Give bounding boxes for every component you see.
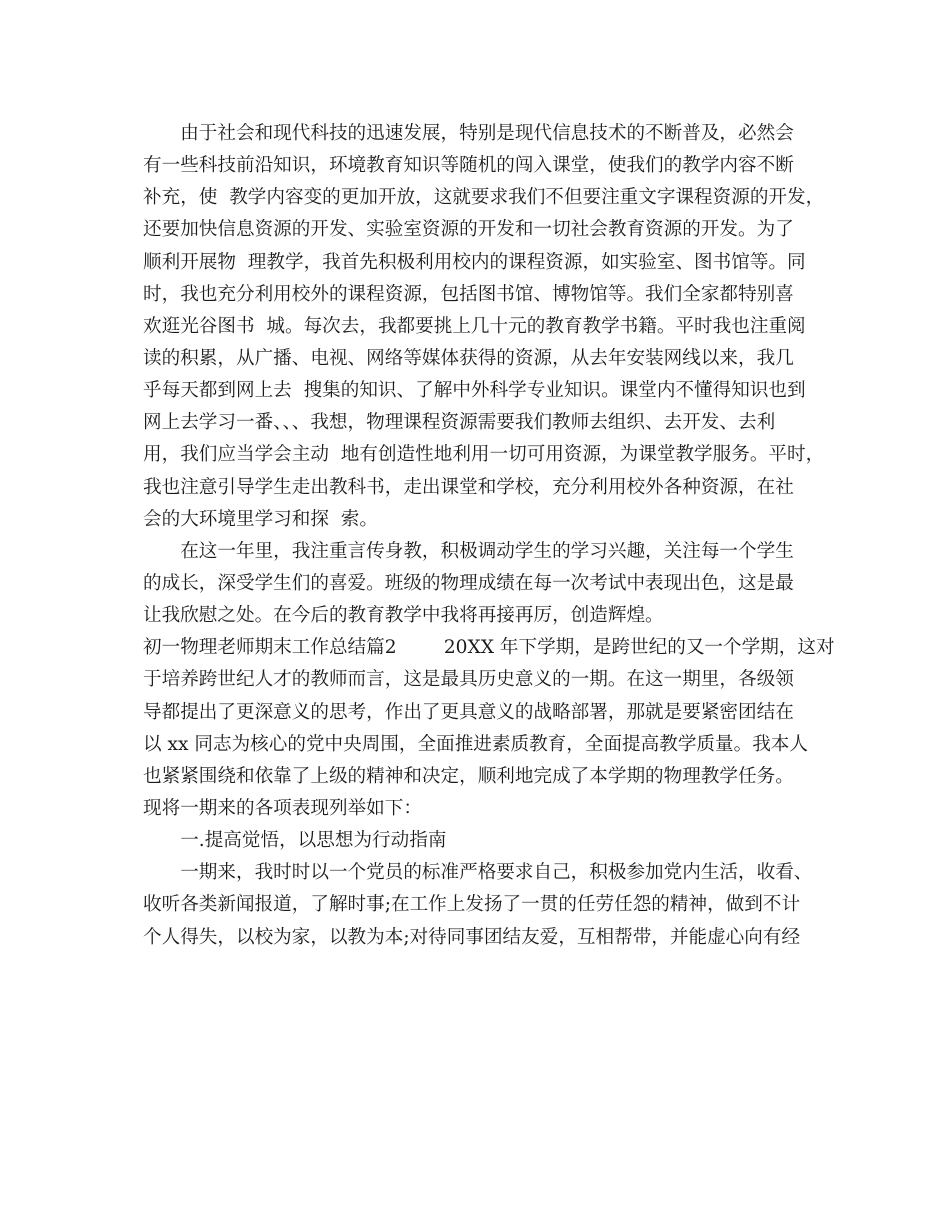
- text-line: 会的大环境里学习和探 索。: [143, 508, 378, 530]
- subheading-line: 一.提高觉悟，以思想为行动指南: [143, 830, 447, 852]
- text-line: 还要加快信息资源的开发、实验室资源的开发和一切社会教育资源的开发。为了: [143, 219, 794, 241]
- section-heading-line: 初一物理老师期末工作总结篇2 20XX 年下学期，是跨世纪的又一个学期，这对: [143, 637, 835, 659]
- body-text: [143, 118, 835, 954]
- text-line: 网上去学习一番、、、我想，物理课程资源需要我们教师去组织、去开发、去利: [143, 412, 776, 434]
- text-line: 个人得失，以校为家，以教为本;对待同事团结友爱，互相帮带，并能虚心向有经: [143, 926, 801, 948]
- text-line: 让我欣慰之处。在今后的教育教学中我将再接再厉，创造辉煌。: [143, 605, 664, 627]
- text-line: 乎每天都到网上去 搜集的知识、了解中外科学专业知识。课堂内不懂得知识也到: [143, 380, 806, 402]
- text-line: 导都提出了更深意义的思考，作出了更具意义的战略部署，那就是要紧密团结在: [143, 701, 794, 723]
- text-line: 也紧紧围绕和依靠了上级的精神和决定，顺利地完成了本学期的物理教学任务。: [143, 765, 794, 787]
- text-line: 的成长，深受学生们的喜爱。班级的物理成绩在每一次考试中表现出色，这是最: [143, 572, 794, 594]
- text-line: 时，我也充分利用校外的课程资源，包括图书馆、博物馆等。我们全家都特别喜: [143, 283, 794, 305]
- text-line: 现将一期来的各项表现列举如下：: [143, 797, 422, 819]
- text-line: 读的积累，从广播、电视、网络等媒体获得的资源，从去年安装网线以来，我几: [143, 347, 794, 369]
- text-line: 一期来，我时时以一个党员的标准严格要求自己，积极参加党内生活，收看、: [143, 862, 813, 884]
- text-line: 我也注意引导学生走出教科书，走出课堂和学校，充分利用校外各种资源，在社: [143, 476, 794, 498]
- text-line: 在这一年里，我注重言传身教，积极调动学生的学习兴趣，关注每一个学生: [143, 540, 794, 562]
- text-line: 有一些科技前沿知识，环境教育知识等随机的闯入课堂，使我们的教学内容不断: [143, 155, 794, 177]
- text-line: 于培养跨世纪人才的教师而言，这是最具历史意义的一期。在这一期里，各级领: [143, 669, 794, 691]
- text-line: 用，我们应当学会主动 地有创造性地利用一切可用资源，为课堂教学服务。平时，: [143, 444, 825, 466]
- text-line: 欢逛光谷图书 城。每次去，我都要挑上几十元的教育教学书籍。平时我也注重阅: [143, 315, 806, 337]
- text-line: 以 xx 同志为核心的党中央周围，全面推进素质教育，全面提高教学质量。我本人: [143, 733, 808, 755]
- text-line: 补充，使 教学内容变的更加开放，这就要求我们不但要注重文字课程资源的开发，: [143, 187, 825, 209]
- text-line: 收听各类新闻报道，了解时事;在工作上发扬了一贯的任劳任怨的精神，做到不计: [143, 894, 801, 916]
- text-line: 由于社会和现代科技的迅速发展，特别是现代信息技术的不断普及，必然会: [143, 123, 794, 144]
- text-line: 顺利开展物 理教学，我首先积极利用校内的课程资源，如实验室、图书馆等。同: [143, 251, 806, 273]
